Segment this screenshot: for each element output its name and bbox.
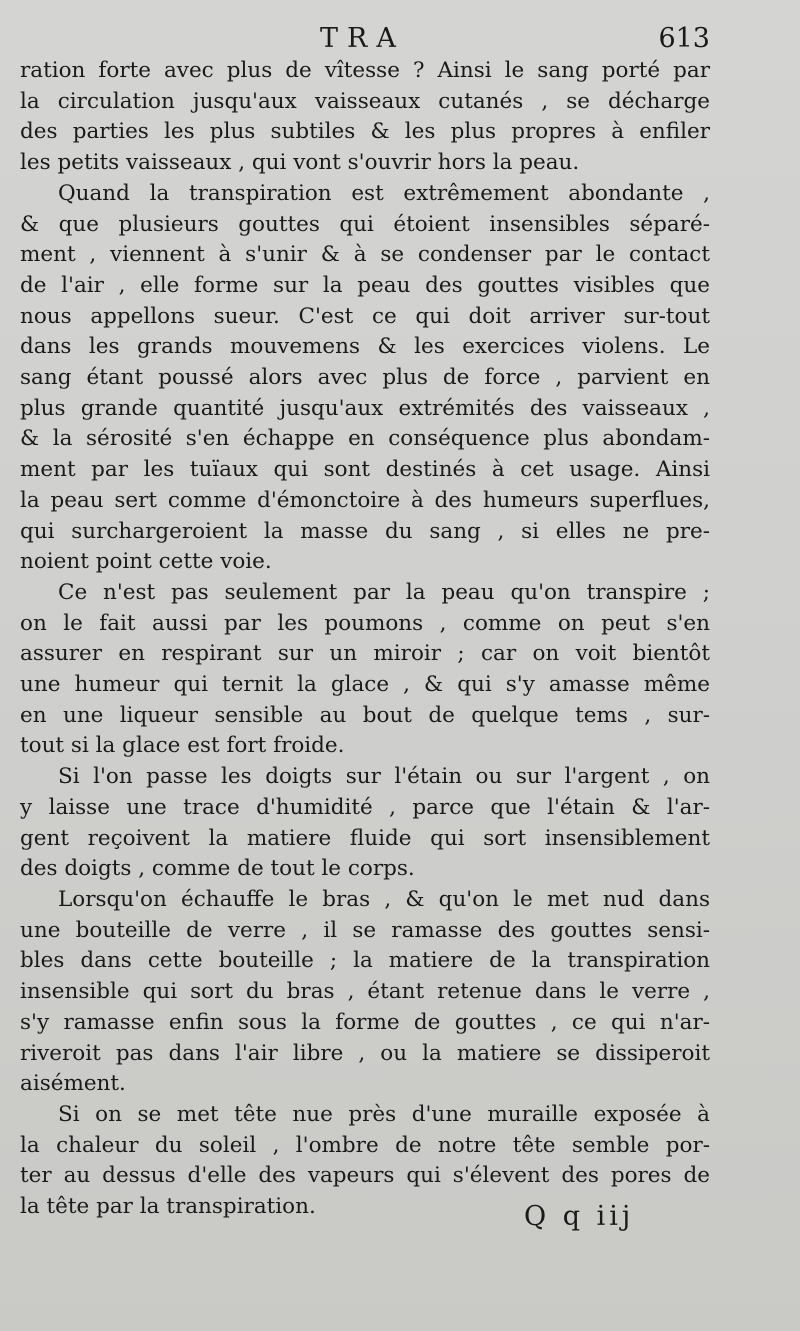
text-line: des doigts , comme de tout le corps. [20,856,415,882]
page-header [20,22,710,56]
text-line: qui surchargeroient la masse du sang , si elles ne pre- [20,518,710,544]
text-line: la peau sert comme d'émonctoire à des humeurs superflues, [20,487,710,513]
text-line: Quand la transpiration est extrêmement abondante , [58,180,710,206]
text-line: une bouteille de verre , il se ramasse des gouttes sensi- [20,917,710,943]
text-line: Si l'on passe les doigts sur l'étain ou sur l'argent , on [58,764,710,790]
signature-mark: Q q iij [524,1201,635,1232]
text-line: Si on se met tête nue près d'une muraille exposée à [58,1101,710,1127]
text-line: insensible qui sort du bras , étant retenue dans le verre , [20,979,710,1005]
text-line: ment , viennent à s'unir & à se condenser par le contact [20,242,710,268]
text-line: s'y ramasse enfin sous la forme de gouttes , ce qui n'ar- [20,1009,710,1035]
text-line: Lorsqu'on échauffe le bras , & qu'on le met nud dans [58,886,710,912]
text-line: on le fait aussi par les poumons , comme on peut s'en [20,610,710,636]
running-head: TRA [320,23,405,54]
text-line: la circulation jusqu'aux vaisseaux cutanés , se décharge [20,88,710,114]
text-line: la chaleur du soleil , l'ombre de notre tête semble por- [20,1132,710,1158]
text-line: ration forte avec plus de vîtesse ? Ainsi le sang porté par [20,58,710,83]
paragraph [20,179,710,578]
text-line: ment par les tuïaux qui sont destinés à cet usage. Ainsi [20,457,710,483]
text-line: des parties les plus subtiles & les plus propres à enfiler [20,119,710,145]
text-line: ter au dessus d'elle des vapeurs qui s'élevent des pores de [20,1163,710,1189]
text-line: les petits vaisseaux , qui vont s'ouvrir hors la peau. [20,150,580,176]
text-line: assurer en respirant sur un miroir ; car on voit bientôt [20,641,710,667]
text-line: bles dans cette bouteille ; la matiere de la transpiration [20,948,710,974]
text-line: tout si la glace est fort froide. [20,733,345,759]
text-line: aisément. [20,1071,126,1097]
text-line: & que plusieurs gouttes qui étoient insensibles séparé- [20,211,710,237]
text-line: & la sérosité s'en échappe en conséquence plus abondam- [20,426,710,452]
text-line: noient point cette voie. [20,549,272,575]
paragraph [20,56,710,179]
paragraph [20,762,710,885]
text-line: plus grande quantité jusqu'aux extrémités des vaisseaux , [20,395,710,421]
paragraph [20,578,710,762]
text-line: la tête par la transpiration. [20,1194,316,1220]
text-line: y laisse une trace d'humidité , parce que l'étain & l'ar- [20,794,710,820]
text-line: sang étant poussé alors avec plus de force , parvient en [20,365,710,391]
text-line: de l'air , elle forme sur la peau des gouttes visibles que [20,272,710,298]
text-line: une humeur qui ternit la glace , & qui s'y amasse même [20,672,710,698]
text-line: en une liqueur sensible au bout de quelque tems , sur- [20,702,710,728]
text-line: dans les grands mouvemens & les exercices violens. Le [20,334,710,360]
text-line: riveroit pas dans l'air libre , ou la matiere se dissiperoit [20,1040,710,1066]
page-number: 613 [658,23,710,54]
text-line: Ce n'est pas seulement par la peau qu'on transpire ; [58,579,710,605]
page-body [20,56,710,1223]
text-line: nous appellons sueur. C'est ce qui doit arriver sur-tout [20,303,710,329]
text-line: gent reçoivent la matiere fluide qui sort insensiblement [20,825,710,851]
paragraph [20,885,710,1100]
